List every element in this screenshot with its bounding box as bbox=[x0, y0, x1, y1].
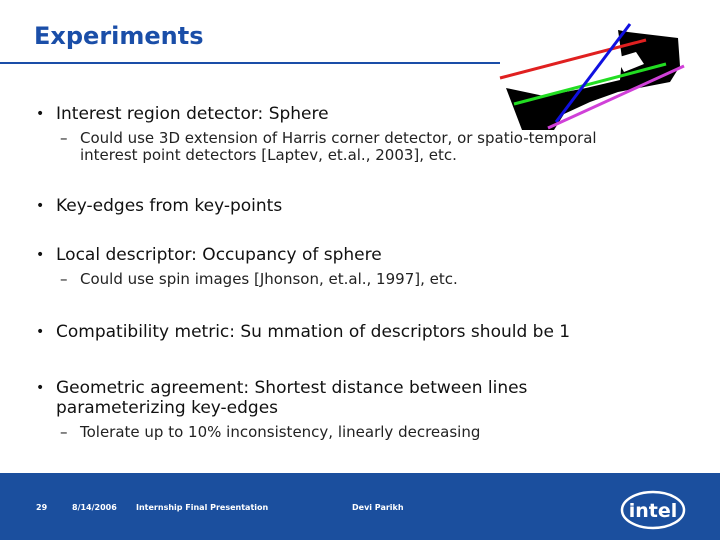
dash-icon: – bbox=[60, 129, 68, 147]
bullet-text: Local descriptor: Occupancy of sphere bbox=[56, 245, 382, 265]
slide-title: Experiments bbox=[34, 22, 204, 50]
bullet-item bbox=[30, 322, 690, 342]
sub-bullet-text: Could use spin images [Jhonson, et.al., 1997], etc. bbox=[80, 270, 458, 288]
dash-icon: – bbox=[60, 423, 68, 441]
bullet-dot-icon: • bbox=[36, 324, 45, 340]
page-number: 29 bbox=[36, 503, 48, 512]
bullet-item bbox=[30, 378, 590, 441]
sub-bullet-text: Could use 3D extension of Harris corner detector, or spatio-temporal interest point detectors [Laptev, et.al., 2003], etc. bbox=[80, 129, 597, 164]
title-underline bbox=[0, 62, 500, 64]
sub-bullet-text: Tolerate up to 10% inconsistency, linearly decreasing bbox=[80, 423, 481, 441]
intel-logo-icon bbox=[618, 487, 688, 531]
footer-author: Devi Parikh bbox=[352, 503, 404, 512]
footer-presentation-title: Internship Final Presentation bbox=[136, 503, 269, 512]
bullet-dot-icon: • bbox=[36, 380, 45, 396]
bullet-dot-icon: • bbox=[36, 106, 45, 122]
footer-bar bbox=[0, 473, 720, 540]
bullet-text: Key-edges from key-points bbox=[56, 196, 283, 216]
intel-logo-text: intel bbox=[628, 500, 678, 522]
footer-date: 8/14/2006 bbox=[72, 503, 117, 512]
bullet-dot-icon: • bbox=[36, 198, 45, 214]
bullet-text: Compatibility metric: Su mmation of descriptors should be 1 bbox=[56, 322, 571, 342]
bullet-item bbox=[30, 196, 690, 216]
bullet-item bbox=[30, 104, 690, 164]
bullet-dot-icon: • bbox=[36, 247, 45, 263]
bullet-text: Geometric agreement: Shortest distance between lines parameterizing key-edges bbox=[56, 378, 528, 418]
dash-icon: – bbox=[60, 270, 68, 288]
bullet-text: Interest region detector: Sphere bbox=[56, 104, 329, 124]
bullet-item bbox=[30, 245, 690, 288]
